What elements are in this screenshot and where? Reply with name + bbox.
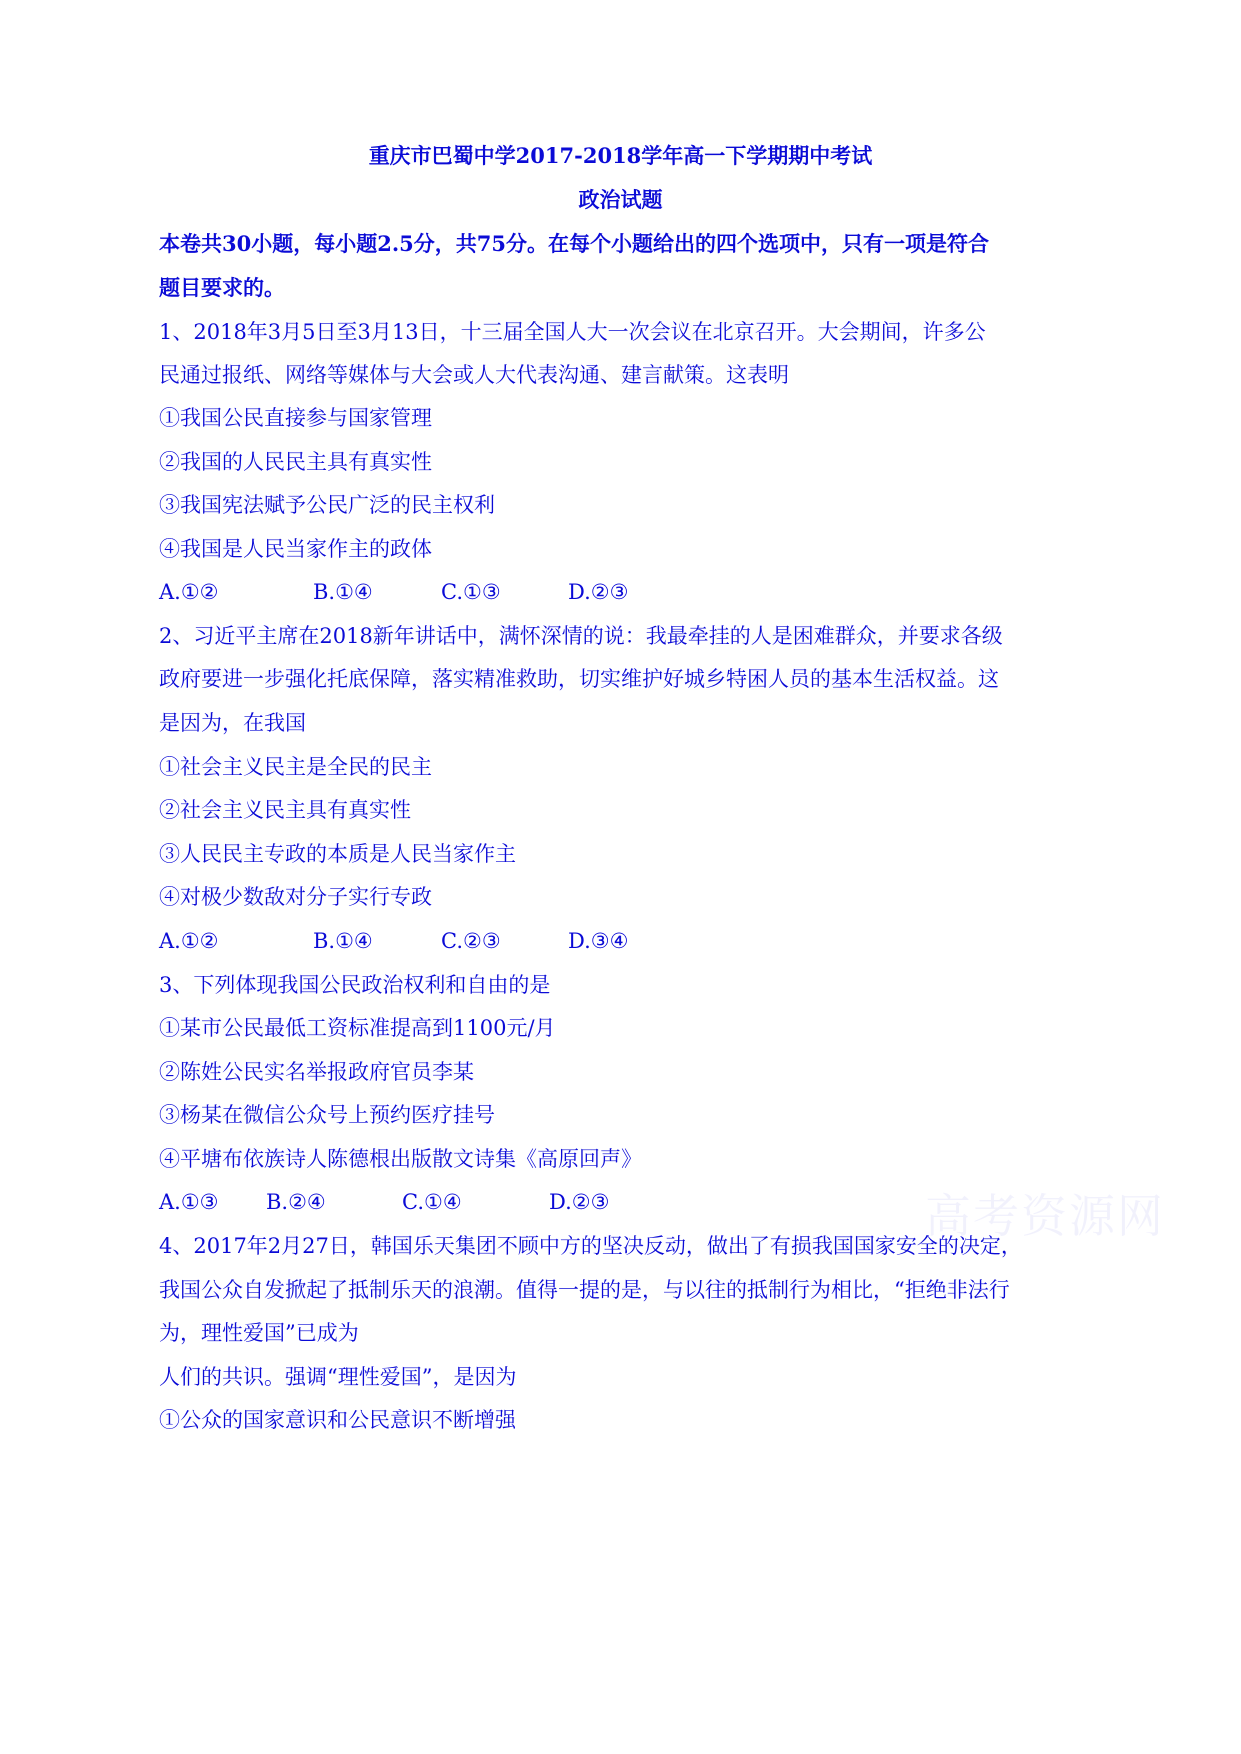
question-2-item: ④对极少数敌对分子实行专政 bbox=[159, 885, 432, 909]
option-c[interactable]: C.②③ bbox=[441, 929, 501, 953]
page-title: 重庆市巴蜀中学2017-2018学年高一下学期期中考试 bbox=[368, 143, 873, 168]
question-1-item: ②我国的人民民主具有真实性 bbox=[159, 450, 432, 474]
instructions-line-1: 本卷共30小题，每小题2.5分，共75分。在每个小题给出的四个选项中，只有一项是符合 bbox=[159, 231, 989, 256]
question-3-item: ③杨某在微信公众号上预约医疗挂号 bbox=[159, 1103, 495, 1127]
question-1-item: ④我国是人民当家作主的政体 bbox=[159, 537, 432, 561]
question-4-stem-line: 我国公众自发掀起了抵制乐天的浪潮。值得一提的是，与以往的抵制行为相比，“拒绝非法行 bbox=[159, 1278, 1010, 1302]
question-1-stem-line: 民通过报纸、网络等媒体与大会或人大代表沟通、建言献策。这表明 bbox=[159, 363, 789, 387]
question-2-item: ③人民民主专政的本质是人民当家作主 bbox=[159, 842, 516, 866]
question-3-stem-line: 3、下列体现我国公民政治权利和自由的是 bbox=[159, 973, 551, 997]
option-b[interactable]: B.②④ bbox=[266, 1190, 326, 1214]
option-b[interactable]: B.①④ bbox=[313, 580, 373, 604]
question-2-item: ②社会主义民主具有真实性 bbox=[159, 798, 411, 822]
option-c[interactable]: C.①③ bbox=[441, 580, 501, 604]
option-d[interactable]: D.②③ bbox=[549, 1190, 610, 1214]
option-b[interactable]: B.①④ bbox=[313, 929, 373, 953]
watermark: 高考资源网 bbox=[925, 1189, 1165, 1243]
question-1-stem-line: 1、2018年3月5日至3月13日，十三届全国人大一次会议在北京召开。大会期间，许多公 bbox=[159, 320, 986, 344]
question-3-item: ①某市公民最低工资标准提高到1100元/月 bbox=[159, 1016, 556, 1040]
question-4-stem-line: 4、2017年2月27日，韩国乐天集团不顾中方的坚决反动，做出了有损我国国家安全的决定， bbox=[159, 1234, 1022, 1258]
question-2-item: ①社会主义民主是全民的民主 bbox=[159, 755, 432, 779]
question-2-stem-line: 2、习近平主席在2018新年讲话中，满怀深情的说：我最牵挂的人是困难群众，并要求各级 bbox=[159, 624, 1003, 648]
question-1-item: ③我国宪法赋予公民广泛的民主权利 bbox=[159, 493, 495, 517]
question-1-options bbox=[0, 577, 1241, 607]
option-d[interactable]: D.③④ bbox=[568, 929, 629, 953]
question-4-stem-line: 人们的共识。强调“理性爱国”，是因为 bbox=[159, 1365, 517, 1389]
instructions-line-2: 题目要求的。 bbox=[159, 275, 285, 300]
option-d[interactable]: D.②③ bbox=[568, 580, 629, 604]
page-subtitle: 政治试题 bbox=[578, 187, 663, 212]
question-2-stem-line: 政府要进一步强化托底保障，落实精准救助，切实维护好城乡特困人员的基本生活权益。这 bbox=[159, 667, 999, 691]
option-a[interactable]: A.①② bbox=[159, 580, 219, 604]
question-3-item: ②陈姓公民实名举报政府官员李某 bbox=[159, 1060, 474, 1084]
question-3-item: ④平塘布依族诗人陈德根出版散文诗集《高原回声》 bbox=[159, 1147, 642, 1171]
option-c[interactable]: C.①④ bbox=[402, 1190, 462, 1214]
question-2-stem-line: 是因为，在我国 bbox=[159, 711, 306, 735]
option-a[interactable]: A.①③ bbox=[159, 1190, 219, 1214]
question-4-stem-line: 为，理性爱国”已成为 bbox=[159, 1321, 359, 1345]
question-1-item: ①我国公民直接参与国家管理 bbox=[159, 406, 432, 430]
question-2-options bbox=[0, 926, 1241, 956]
option-a[interactable]: A.①② bbox=[159, 929, 219, 953]
question-4-item: ①公众的国家意识和公民意识不断增强 bbox=[159, 1408, 516, 1432]
